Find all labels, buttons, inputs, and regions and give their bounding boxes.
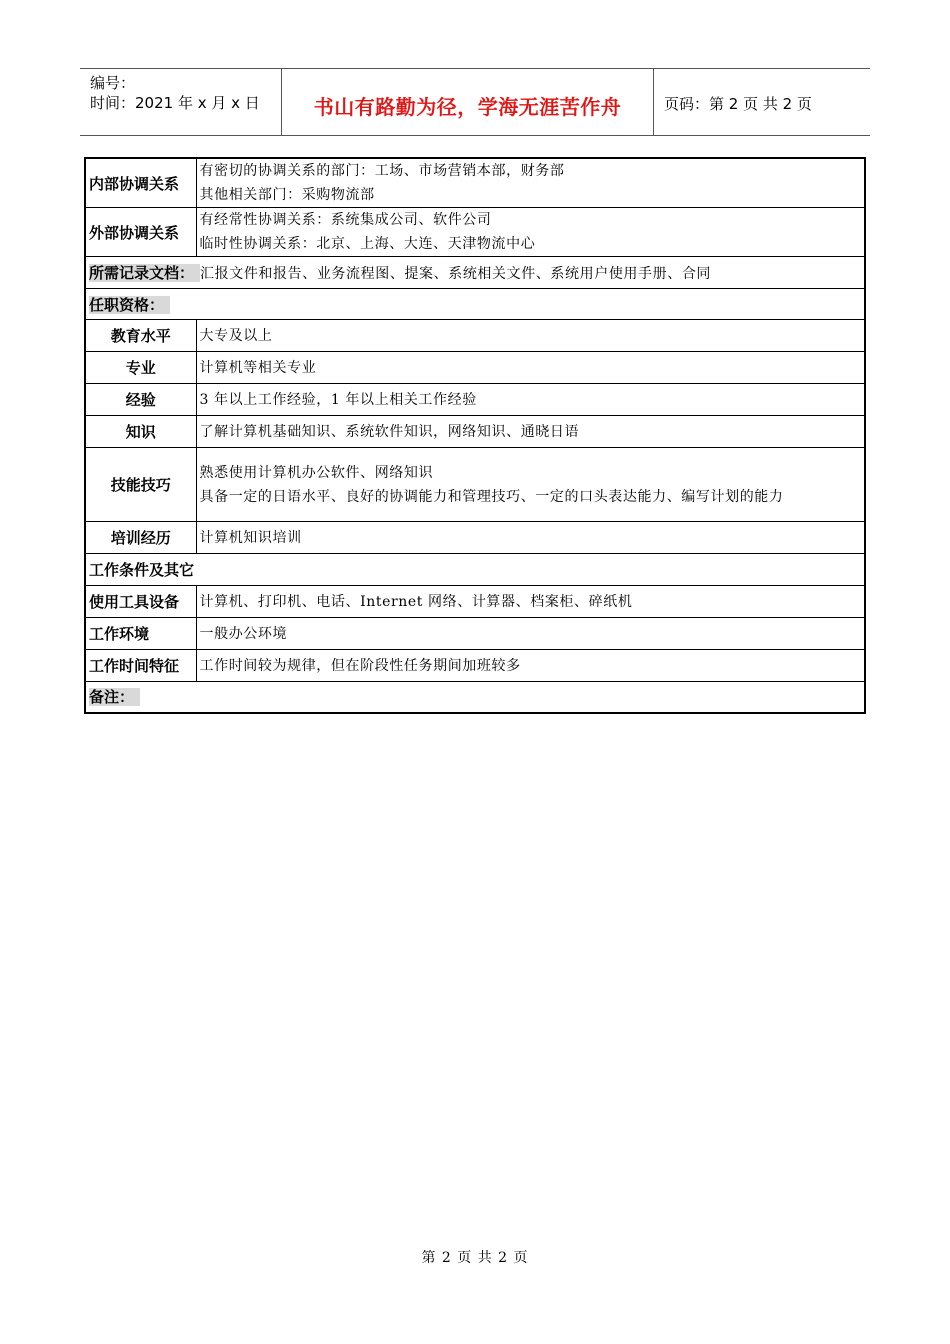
table-row [85, 352, 865, 384]
number-label: 编号： [90, 74, 136, 92]
external-coord-label: 外部协调关系 [85, 208, 196, 257]
education-label: 教育水平 [85, 320, 196, 352]
table-row [85, 289, 865, 320]
header-meta [90, 73, 260, 113]
skills-line: 熟悉使用计算机办公软件、网络知识 [199, 464, 434, 481]
table-row [85, 208, 865, 257]
page-footer: 第 2 页 共 2 页 [421, 1250, 529, 1266]
tools-value: 计算机、打印机、电话、Internet 网络、计算器、档案柜、碎纸机 [196, 586, 865, 618]
table-row [85, 650, 865, 682]
experience-value: 3 年以上工作经验，1 年以上相关工作经验 [196, 384, 865, 416]
major-value: 计算机等相关专业 [196, 352, 865, 384]
remarks-label: 备注： [89, 688, 140, 706]
date-label: 时间：2021 年 x 月 x 日 [90, 94, 260, 112]
records-cell [85, 257, 865, 289]
table-row [85, 320, 865, 352]
records-label: 所需记录文档： [89, 264, 200, 282]
environment-label: 工作环境 [85, 618, 196, 650]
external-coord-line: 临时性协调关系：北京、上海、大连、天津物流中心 [199, 236, 536, 252]
tools-label: 使用工具设备 [85, 586, 196, 618]
training-value: 计算机知识培训 [196, 522, 865, 554]
training-label: 培训经历 [85, 522, 196, 554]
table-row [85, 257, 865, 289]
header-page-info: 页码：第 2 页 共 2 页 [664, 95, 812, 113]
table-row [85, 416, 865, 448]
table-row [85, 618, 865, 650]
environment-value: 一般办公环境 [196, 618, 865, 650]
records-value: 汇报文件和报告、业务流程图、提案、系统相关文件、系统用户使用手册、合同 [200, 266, 712, 282]
table-row [85, 554, 865, 586]
experience-label: 经验 [85, 384, 196, 416]
skills-line: 具备一定的日语水平、良好的协调能力和管理技巧、一定的口头表达能力、编写计划的能力 [199, 488, 784, 505]
external-coord-value [196, 208, 865, 257]
header-divider [653, 69, 654, 135]
knowledge-value: 了解计算机基础知识、系统软件知识，网络知识、通晓日语 [196, 416, 865, 448]
table-row [85, 586, 865, 618]
internal-coord-value [196, 158, 865, 208]
major-label: 专业 [85, 352, 196, 384]
internal-coord-label: 内部协调关系 [85, 158, 196, 208]
conditions-section: 工作条件及其它 [85, 554, 865, 586]
table-row [85, 522, 865, 554]
table-row [85, 682, 865, 713]
qualifications-label: 任职资格： [89, 296, 170, 314]
knowledge-label: 知识 [85, 416, 196, 448]
work-time-value: 工作时间较为规律，但在阶段性任务期间加班较多 [196, 650, 865, 682]
table-row [85, 384, 865, 416]
work-time-label: 工作时间特征 [85, 650, 196, 682]
skills-label: 技能技巧 [85, 448, 196, 522]
document-header [80, 68, 870, 136]
external-coord-line: 有经常性协调关系：系统集成公司、软件公司 [199, 212, 492, 228]
table-row [85, 158, 865, 208]
internal-coord-line: 其他相关部门：采购物流部 [199, 187, 375, 203]
education-value: 大专及以上 [196, 320, 865, 352]
table-row [85, 448, 865, 522]
remarks-cell [85, 682, 865, 713]
job-description-table [84, 157, 866, 714]
header-motto: 书山有路勤为径，学海无涯苦作舟 [313, 95, 622, 119]
qualifications-section [85, 289, 865, 320]
skills-value [196, 448, 865, 522]
internal-coord-line: 有密切的协调关系的部门：工场、市场营销本部，财务部 [199, 163, 565, 179]
